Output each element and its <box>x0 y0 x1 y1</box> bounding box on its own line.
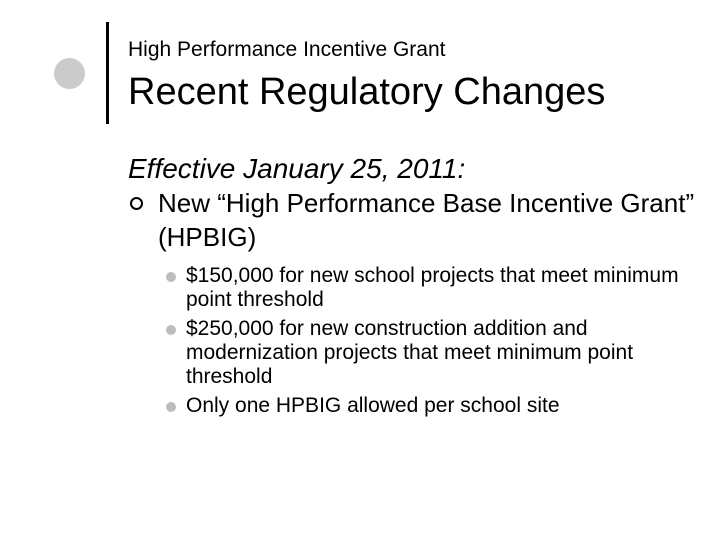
sub-bullet-item <box>128 264 713 312</box>
main-bullet-item <box>128 186 713 254</box>
intro-text: Effective January 25, 2011: <box>128 153 466 184</box>
slide-subtitle: High Performance Incentive Grant <box>128 38 446 61</box>
sub-bullet-text: $250,000 for new construction addition and modernization projects that meet minimum point threshold <box>186 317 634 388</box>
sub-bullet-item <box>128 317 713 389</box>
filled-circle-bullet-icon <box>166 325 176 335</box>
sub-bullet-text: Only one HPBIG allowed per school site <box>186 394 560 417</box>
filled-circle-bullet-icon <box>166 272 176 282</box>
sub-bullet-text: $150,000 for new school projects that meet minimum point threshold <box>186 264 679 311</box>
filled-circle-bullet-icon <box>166 402 176 412</box>
decorative-circle <box>54 58 85 89</box>
hollow-circle-bullet-icon <box>130 197 143 210</box>
sub-bullet-item <box>128 394 713 418</box>
slide-body <box>128 152 713 423</box>
title-divider <box>106 22 109 124</box>
slide-title: Recent Regulatory Changes <box>128 71 606 113</box>
sub-bullet-list <box>128 264 713 418</box>
main-bullet-text: New “High Performance Base Incentive Grant” (HPBIG) <box>158 188 695 252</box>
